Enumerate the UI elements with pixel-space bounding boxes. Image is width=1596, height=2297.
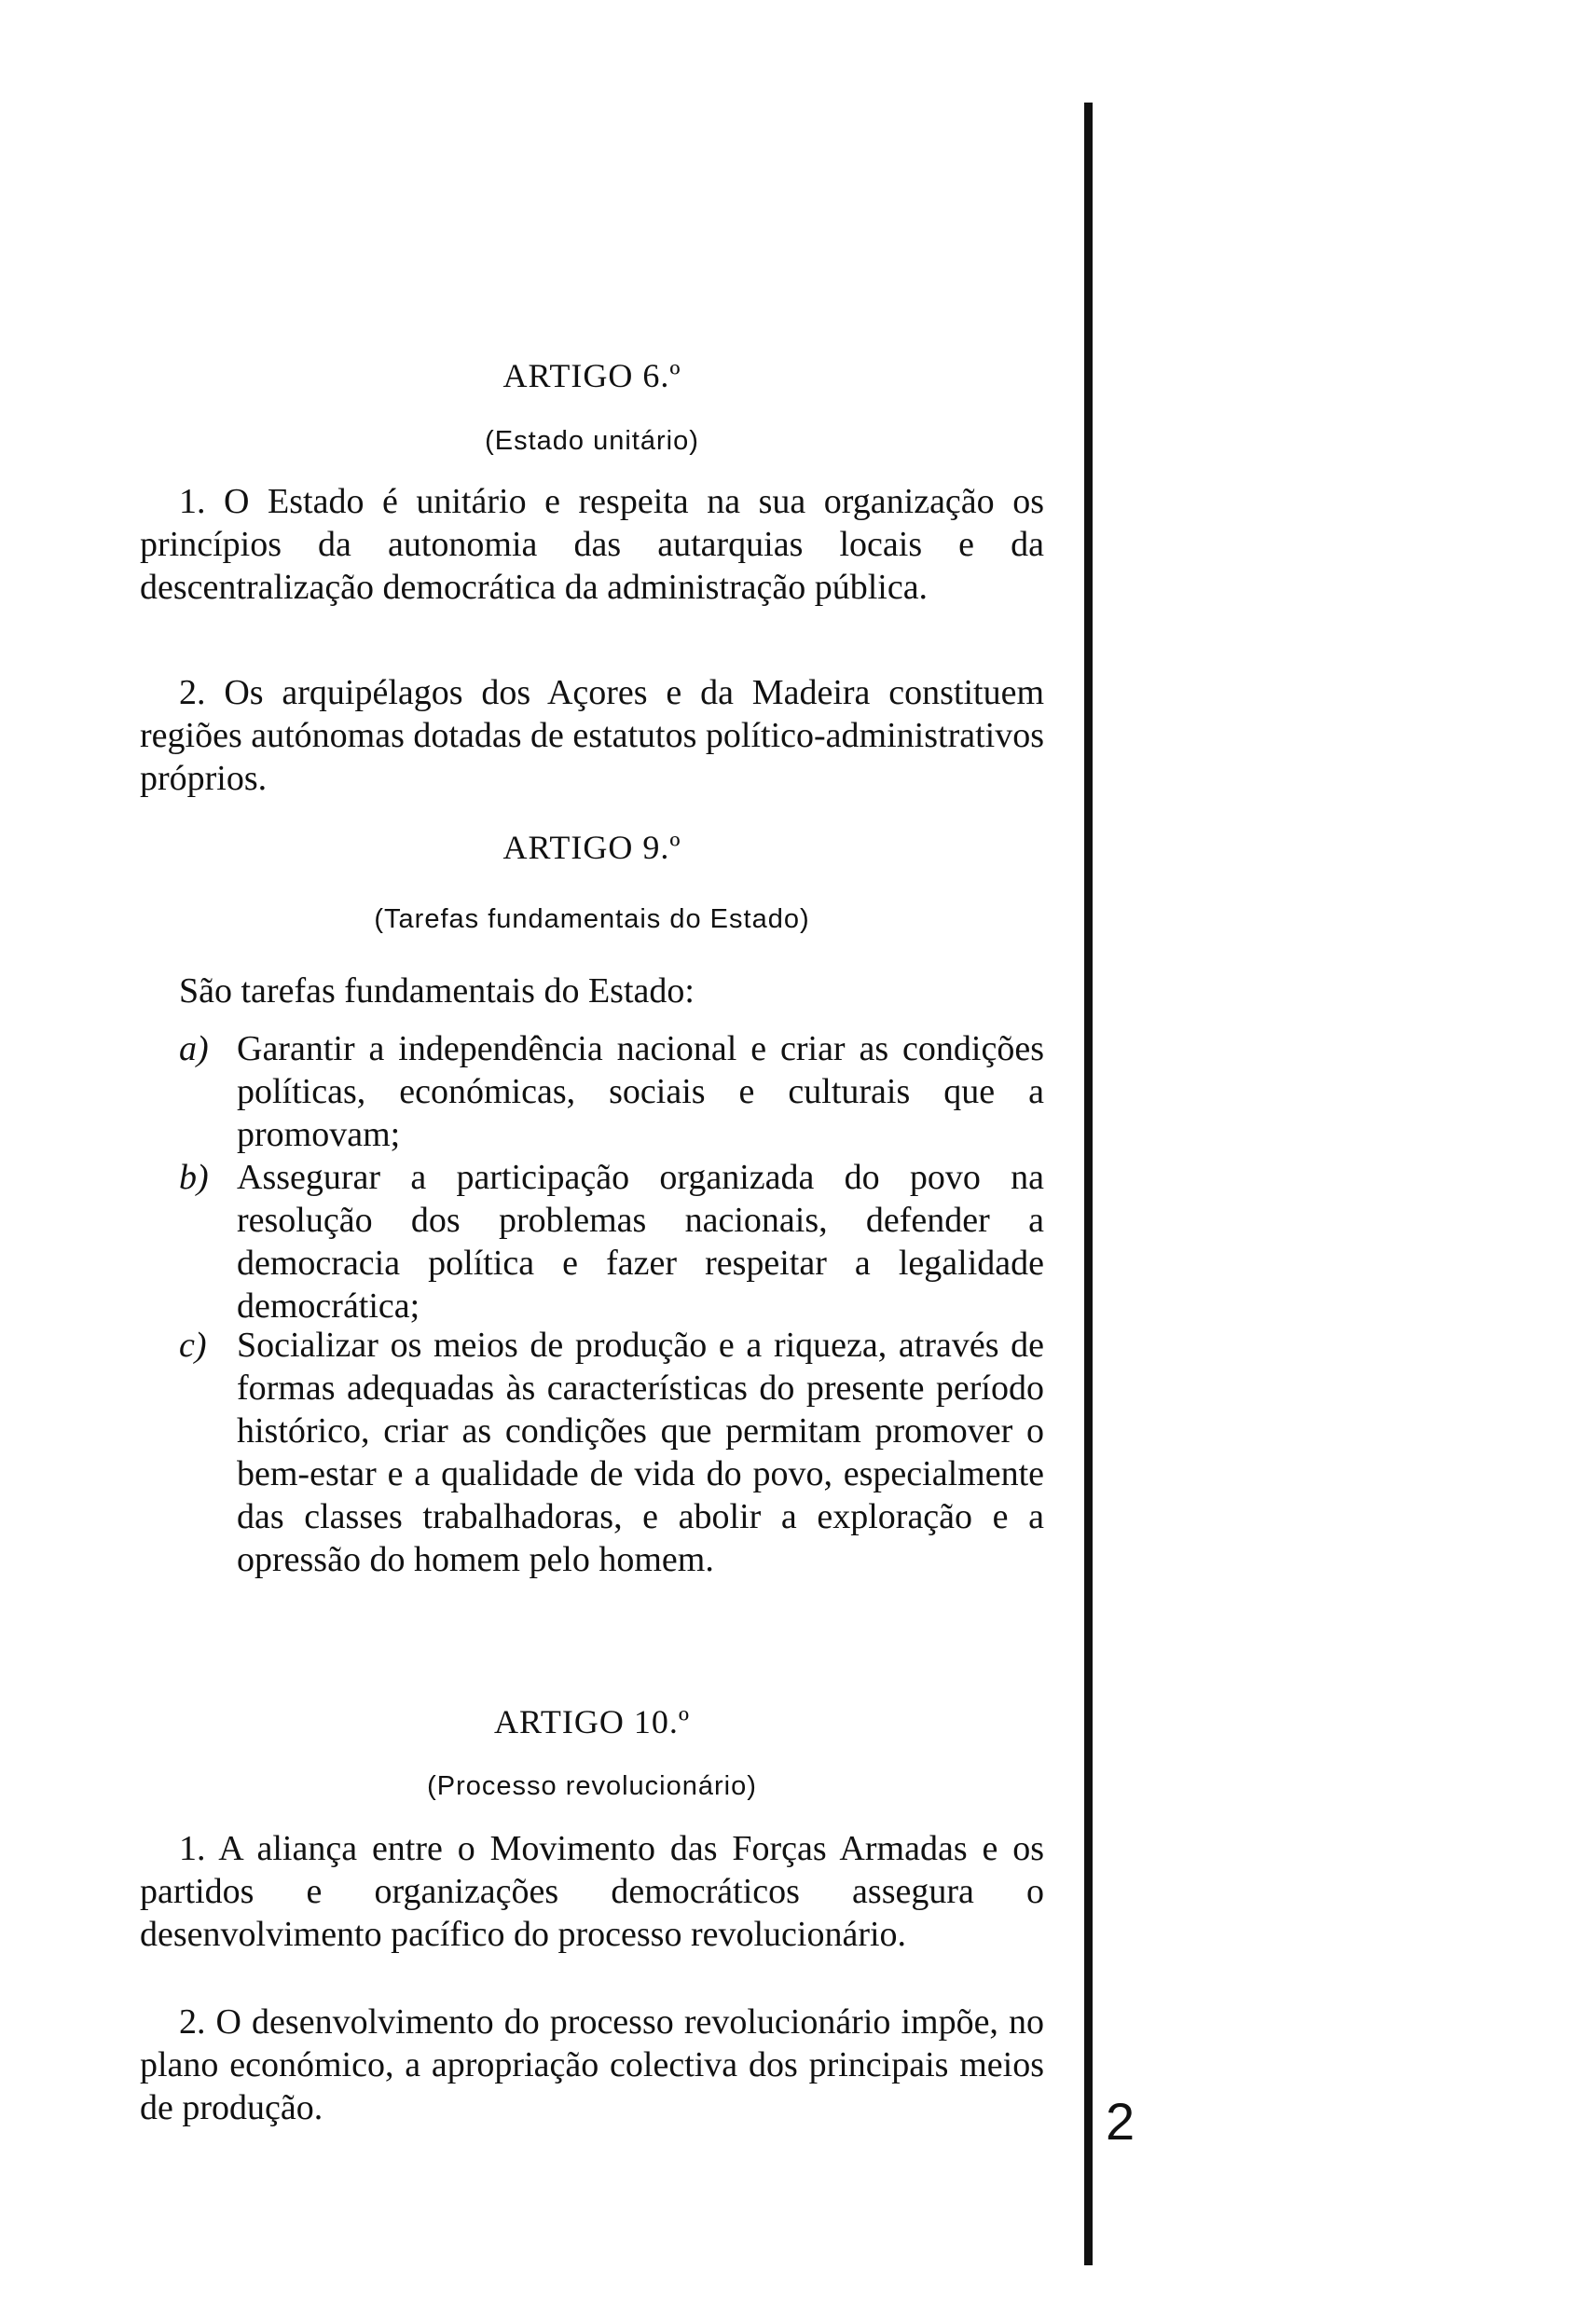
vertical-rule [1084,103,1093,2265]
list-item-text: Garantir a independência nacional e criar as condições políticas, económicas, sociais e culturais que a promovam; [237,1029,1044,1154]
article-paragraph: 2. Os arquipélagos dos Açores e da Madeira constituem regiões autónomas dotadas de estatutos político-administrativos próprios. [140,673,1044,798]
list-item-label: c) [179,1326,207,1365]
article-paragraph: 1. A aliança entre o Movimento das Forças Armadas e os partidos e organizações democráticos assegura o desenvolvimento pacífico do processo revolucionário. [140,1829,1044,1954]
list-item-label: b) [179,1158,209,1197]
article-heading: ARTIGO 9.º [502,829,681,866]
article-subheading: (Tarefas fundamentais do Estado) [374,904,810,934]
list-item-text: Assegurar a participação organizada do povo na resolução dos problemas nacionais, defender a democracia política e fazer respeitar a legalidade democrática; [237,1158,1044,1326]
list-item-label: a) [179,1029,209,1068]
page-number: 2 [1106,2092,1135,2151]
article-paragraph: 2. O desenvolvimento do processo revolucionário impõe, no plano económico, a apropriação colectiva dos principais meios de produção. [140,2002,1044,2127]
article-heading: ARTIGO 6.º [502,357,681,394]
list-item-text: Socializar os meios de produção e a riqueza, através de formas adequadas às características do presente período histórico, criar as condições que permitam promover o bem-estar e a qualidade de vida do povo, especialmente das classes trabalhadoras, e abolir a exploração e a opressão do homem pelo homem. [237,1326,1044,1579]
article-subheading: (Processo revolucionário) [427,1771,757,1801]
article-heading: ARTIGO 10.º [494,1703,690,1740]
article-paragraph: 1. O Estado é unitário e respeita na sua organização os princípios da autonomia das autarquias locais e da descentralização democrática da administração pública. [140,482,1044,607]
article-subheading: (Estado unitário) [485,426,699,456]
article-intro: São tarefas fundamentais do Estado: [179,971,695,1011]
